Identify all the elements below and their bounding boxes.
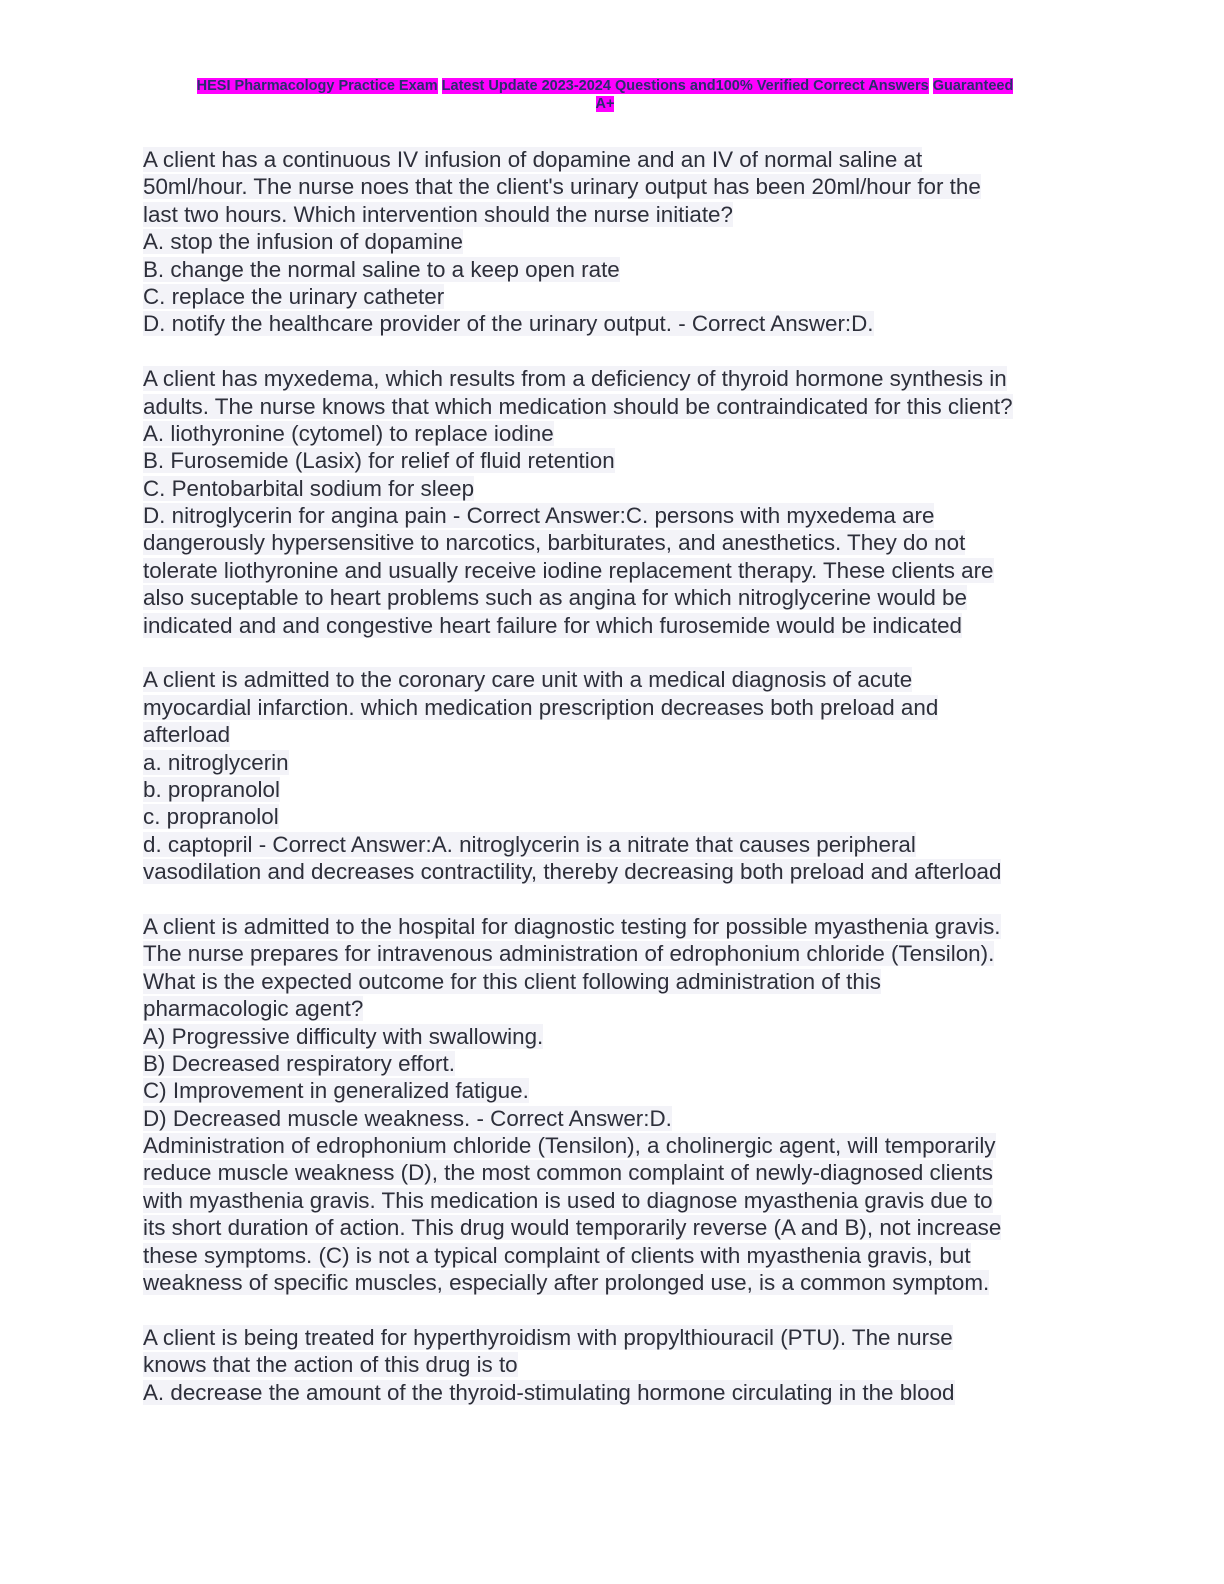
question-line-text: afterload [143,722,231,748]
question-line [143,749,1083,776]
question-line [143,968,1083,995]
question-line [143,365,1083,392]
question-line [143,529,1083,556]
question-line-text: 50ml/hour. The nurse noes that the client's urinary output has been 20ml/hour for the [143,174,981,200]
question-line-text: A. stop the infusion of dopamine [143,229,463,255]
question-line [143,475,1083,502]
question-line [143,173,1083,200]
question-line-text: d. captopril - Correct Answer:A. nitroglycerin is a nitrate that causes peripheral [143,831,916,857]
question-line [143,228,1083,255]
question-block [143,913,1083,1296]
question-block [143,1324,1083,1406]
question-line-text: also suceptable to heart problems such as angina for which nitroglycerine would be [143,585,967,611]
question-line [143,1269,1083,1296]
question-line-text: B) Decreased respiratory effort. [143,1050,455,1076]
question-line [143,858,1083,885]
question-line-text: D. notify the healthcare provider of the urinary output. - Correct Answer:D. [143,311,874,337]
question-line [143,1050,1083,1077]
question-line [143,995,1083,1022]
question-line [143,447,1083,474]
question-line-text: reduce muscle weakness (D), the most common complaint of newly-diagnosed clients [143,1160,993,1186]
question-line-text: weakness of specific muscles, especially after prolonged use, is a common symptom. [143,1270,990,1296]
question-line [143,694,1083,721]
question-line-text: A client is being treated for hyperthyroidism with propylthiouracil (PTU). The nurse [143,1324,953,1350]
question-line-text: B. Furosemide (Lasix) for relief of fluid retention [143,448,615,474]
title-segment: HESI Pharmacology Practice Exam [196,78,438,94]
question-line [143,1159,1083,1186]
question-line-text: pharmacologic agent? [143,996,364,1022]
question-line [143,310,1083,337]
question-line-text: A client has myxedema, which results from a deficiency of thyroid hormone synthesis in [143,366,1007,392]
title-segment: A+ [595,96,615,112]
title-segment: Latest Update 2023-2024 Questions and100% Verified Correct Answers [441,78,929,94]
question-line [143,1105,1083,1132]
question-line [143,393,1083,420]
question-line-text: c. propranolol [143,804,279,830]
question-line [143,256,1083,283]
question-list [143,146,1083,1433]
document-title [150,77,1060,113]
question-line-text: A client is admitted to the coronary care unit with a medical diagnosis of acute [143,667,913,693]
question-line-text: a. nitroglycerin [143,749,289,775]
question-line-text: with myasthenia gravis. This medication is used to diagnose myasthenia gravis due to [143,1187,993,1213]
question-line [143,666,1083,693]
question-line-text: The nurse prepares for intravenous administration of edrophonium chloride (Tensilon). [143,941,995,967]
question-line-text: its short duration of action. This drug would temporarily reverse (A and B), not increase [143,1215,1002,1241]
question-line [143,776,1083,803]
question-line-text: adults. The nurse knows that which medication should be contraindicated for this client? [143,393,1013,419]
question-line [143,201,1083,228]
question-line-text: C. Pentobarbital sodium for sleep [143,475,475,501]
question-line [143,1077,1083,1104]
question-line [143,721,1083,748]
question-line [143,803,1083,830]
question-line [143,913,1083,940]
question-line-text: these symptoms. (C) is not a typical complaint of clients with myasthenia gravis, but [143,1242,971,1268]
question-line-text: D) Decreased muscle weakness. - Correct Answer:D. [143,1105,672,1131]
question-line [143,1023,1083,1050]
question-line [143,584,1083,611]
question-line-text: C) Improvement in generalized fatigue. [143,1078,529,1104]
question-line-text: C. replace the urinary catheter [143,283,445,309]
question-line-text: indicated and and congestive heart failure for which furosemide would be indicated [143,612,963,638]
question-line [143,502,1083,529]
question-line [143,831,1083,858]
question-line-text: tolerate liothyronine and usually receive iodine replacement therapy. These clients are [143,557,994,583]
question-line-text: A) Progressive difficulty with swallowing. [143,1023,544,1049]
question-line [143,1242,1083,1269]
question-line [143,1379,1083,1406]
question-block [143,666,1083,885]
question-line-text: last two hours. Which intervention should the nurse initiate? [143,201,733,227]
question-line [143,283,1083,310]
question-line-text: B. change the normal saline to a keep open rate [143,256,620,282]
question-block [143,365,1083,639]
question-line [143,612,1083,639]
question-line [143,420,1083,447]
question-line-text: D. nitroglycerin for angina pain - Correct Answer:C. persons with myxedema are [143,503,935,529]
question-line-text: A. decrease the amount of the thyroid-stimulating hormone circulating in the blood [143,1379,955,1405]
question-line [143,146,1083,173]
question-line-text: myocardial infarction. which medication prescription decreases both preload and [143,694,939,720]
question-line-text: A client is admitted to the hospital for diagnostic testing for possible myasthenia gravis. [143,913,1001,939]
question-line-text: b. propranolol [143,776,280,802]
question-line [143,1351,1083,1378]
question-line [143,1214,1083,1241]
question-line-text: Administration of edrophonium chloride (Tensilon), a cholinergic agent, will temporarily [143,1133,996,1159]
question-line [143,1187,1083,1214]
question-block [143,146,1083,338]
title-segment: Guaranteed [932,78,1014,94]
question-line-text: What is the expected outcome for this client following administration of this [143,968,882,994]
question-line [143,1132,1083,1159]
question-line-text: A. liothyronine (cytomel) to replace iodine [143,420,554,446]
question-line-text: knows that the action of this drug is to [143,1352,518,1378]
question-line-text: dangerously hypersensitive to narcotics, barbiturates, and anesthetics. They do not [143,530,966,556]
question-line-text: vasodilation and decreases contractility, thereby decreasing both preload and afterload [143,859,1002,885]
question-line [143,1324,1083,1351]
question-line [143,557,1083,584]
question-line [143,940,1083,967]
question-line-text: A client has a continuous IV infusion of dopamine and an IV of normal saline at [143,147,923,172]
